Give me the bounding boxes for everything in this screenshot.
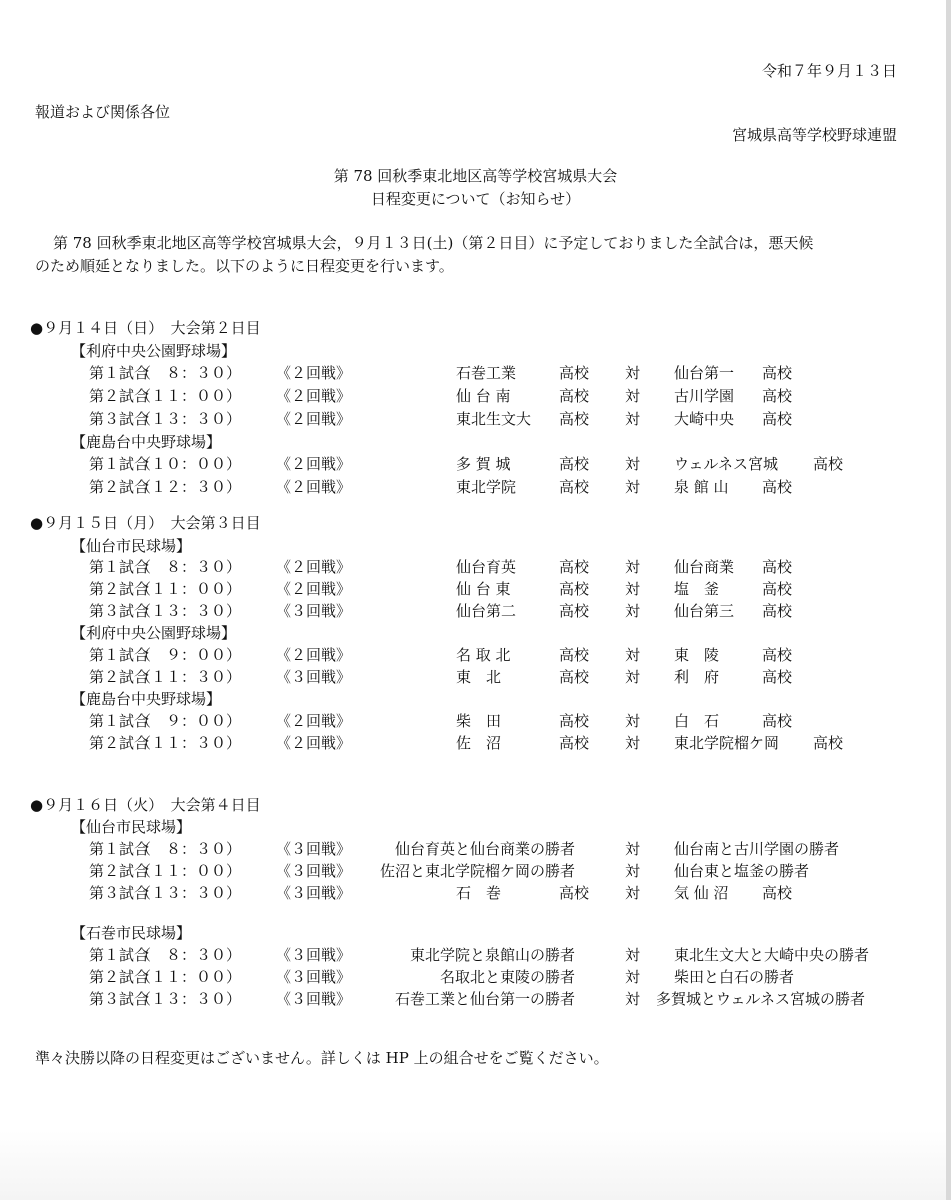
home-school-suffix: 高校: [559, 455, 590, 473]
home-team: 佐 沼: [456, 734, 502, 752]
game-time: （１３：３０）: [136, 990, 242, 1008]
venue-heading: 【仙台市民球場】: [71, 818, 192, 836]
home-school-suffix: 高校: [559, 646, 590, 664]
home-team: 仙台育英と仙台商業の勝者: [394, 840, 575, 858]
home-school-suffix: 高校: [559, 668, 590, 686]
away-team: 仙台第一: [674, 364, 735, 382]
game-number: 第３試合: [89, 410, 150, 428]
versus-label: 対: [625, 946, 641, 964]
versus-label: 対: [625, 580, 641, 598]
home-team: 多 賀 城: [456, 455, 511, 473]
venue-heading: 【鹿島台中央野球場】: [71, 433, 222, 451]
home-school-suffix: 高校: [559, 558, 590, 576]
home-team: 石 巻: [456, 884, 502, 902]
away-team: 東北学院榴ケ岡: [674, 734, 780, 752]
game-row: [0, 408, 951, 428]
versus-label: 対: [625, 455, 641, 473]
game-row: [0, 944, 951, 964]
away-school-suffix: 高校: [813, 734, 844, 752]
game-time: （ ８：３０）: [136, 364, 242, 382]
recipient: 報道および関係各位: [35, 103, 171, 121]
game-round: 《３回戦》: [276, 946, 352, 964]
versus-label: 対: [625, 840, 641, 858]
game-time: （ ８：３０）: [136, 558, 242, 576]
game-row: [0, 860, 951, 880]
home-school-suffix: 高校: [559, 410, 590, 428]
page-right-edge: [946, 0, 951, 1200]
game-number: 第１試合: [89, 646, 150, 664]
home-team: 仙 台 東: [456, 580, 511, 598]
home-team: 仙台第二: [456, 602, 517, 620]
game-round: 《２回戦》: [276, 387, 352, 405]
game-number: 第３試合: [89, 602, 150, 620]
versus-label: 対: [625, 558, 641, 576]
versus-label: 対: [625, 968, 641, 986]
game-round: 《２回戦》: [276, 734, 352, 752]
game-number: 第２試合: [89, 862, 150, 880]
document-title: 第 78 回秋季東北地区高等学校宮城県大会: [333, 167, 618, 185]
game-row: [0, 578, 951, 598]
day-heading: ●９月１６日（火） 大会第４日目: [30, 796, 261, 814]
game-round: 《３回戦》: [276, 884, 352, 902]
away-team: 大崎中央: [674, 410, 735, 428]
game-number: 第１試合: [89, 946, 150, 964]
versus-label: 対: [625, 602, 641, 620]
away-school-suffix: 高校: [762, 558, 793, 576]
game-number: 第１試合: [89, 712, 150, 730]
game-time: （ ８：３０）: [136, 946, 242, 964]
home-team: 仙台育英: [456, 558, 517, 576]
versus-label: 対: [625, 990, 641, 1008]
home-team: 名 取 北: [456, 646, 511, 664]
game-row: [0, 644, 951, 664]
game-row: [0, 838, 951, 858]
away-team: ウェルネス宮城: [674, 455, 778, 473]
versus-label: 対: [625, 646, 641, 664]
venue-heading: 【鹿島台中央野球場】: [71, 690, 222, 708]
away-team: 仙台東と塩釜の勝者: [674, 862, 810, 880]
versus-label: 対: [625, 364, 641, 382]
away-school-suffix: 高校: [762, 410, 793, 428]
versus-label: 対: [625, 387, 641, 405]
away-team: 古川学園: [674, 387, 735, 405]
game-round: 《２回戦》: [276, 455, 352, 473]
game-round: 《２回戦》: [276, 712, 352, 730]
away-school-suffix: 高校: [762, 712, 793, 730]
home-team: 仙 台 南: [456, 387, 511, 405]
versus-label: 対: [625, 734, 641, 752]
game-number: 第１試合: [89, 840, 150, 858]
home-school-suffix: 高校: [559, 580, 590, 598]
home-team: 佐沼と東北学院榴ケ岡の勝者: [379, 862, 575, 880]
game-number: 第２試合: [89, 478, 150, 496]
game-time: （１３：３０）: [136, 410, 242, 428]
home-school-suffix: 高校: [559, 602, 590, 620]
day-heading: ●９月１４日（日） 大会第２日目: [30, 319, 261, 337]
home-school-suffix: 高校: [559, 712, 590, 730]
game-time: （１１：００）: [136, 387, 242, 405]
home-team: 石巻工業: [456, 364, 517, 382]
game-time: （ ９：００）: [136, 646, 242, 664]
away-school-suffix: 高校: [762, 884, 793, 902]
away-team: 仙台南と古川学園の勝者: [674, 840, 840, 858]
away-team: 多賀城とウェルネス宮城の勝者: [656, 990, 865, 1008]
home-school-suffix: 高校: [559, 387, 590, 405]
game-round: 《２回戦》: [276, 364, 352, 382]
game-row: [0, 362, 951, 382]
home-team: 石巻工業と仙台第一の勝者: [394, 990, 575, 1008]
game-round: 《２回戦》: [276, 558, 352, 576]
away-team: 仙台第三: [674, 602, 735, 620]
intro-paragraph-line-1: 第 78 回秋季東北地区高等学校宮城県大会，９月１３日(土)（第２日目）に予定しておりました全試合は，悪天候: [53, 234, 814, 252]
away-team: 塩 釜: [674, 580, 720, 598]
game-round: 《３回戦》: [276, 668, 352, 686]
game-row: [0, 453, 951, 473]
away-team: 白 石: [674, 712, 720, 730]
game-number: 第２試合: [89, 580, 150, 598]
away-school-suffix: 高校: [813, 455, 844, 473]
game-number: 第１試合: [89, 364, 150, 382]
venue-heading: 【利府中央公園野球場】: [71, 342, 237, 360]
home-team: 東北学院と泉館山の勝者: [409, 946, 575, 964]
game-round: 《２回戦》: [276, 478, 352, 496]
away-team: 泉 館 山: [674, 478, 729, 496]
sender-organization: 宮城県高等学校野球連盟: [731, 126, 897, 144]
versus-label: 対: [625, 410, 641, 428]
game-round: 《３回戦》: [276, 862, 352, 880]
game-row: [0, 600, 951, 620]
game-round: 《３回戦》: [276, 968, 352, 986]
game-round: 《２回戦》: [276, 646, 352, 664]
versus-label: 対: [625, 712, 641, 730]
away-school-suffix: 高校: [762, 580, 793, 598]
game-row: [0, 666, 951, 686]
game-number: 第２試合: [89, 734, 150, 752]
game-number: 第２試合: [89, 968, 150, 986]
away-team: 東 陵: [674, 646, 720, 664]
away-school-suffix: 高校: [762, 387, 793, 405]
venue-heading: 【利府中央公園野球場】: [71, 624, 237, 642]
game-row: [0, 966, 951, 986]
game-time: （１１：００）: [136, 968, 242, 986]
game-row: [0, 556, 951, 576]
game-time: （１３：３０）: [136, 602, 242, 620]
away-school-suffix: 高校: [762, 646, 793, 664]
venue-heading: 【仙台市民球場】: [71, 537, 192, 555]
game-time: （１３：３０）: [136, 884, 242, 902]
game-number: 第２試合: [89, 387, 150, 405]
home-team: 柴 田: [456, 712, 502, 730]
day-heading: ●９月１５日（月） 大会第３日目: [30, 514, 261, 532]
game-number: 第３試合: [89, 990, 150, 1008]
away-team: 東北生文大と大崎中央の勝者: [674, 946, 870, 964]
game-row: [0, 988, 951, 1008]
away-team: 利 府: [674, 668, 720, 686]
away-team: 柴田と白石の勝者: [674, 968, 795, 986]
game-round: 《２回戦》: [276, 410, 352, 428]
game-time: （１０：００）: [136, 455, 242, 473]
away-school-suffix: 高校: [762, 364, 793, 382]
home-school-suffix: 高校: [559, 478, 590, 496]
issue-date: 令和７年９月１３日: [761, 62, 897, 80]
versus-label: 対: [625, 478, 641, 496]
game-time: （１１：００）: [136, 580, 242, 598]
game-number: 第３試合: [89, 884, 150, 902]
game-number: 第１試合: [89, 558, 150, 576]
away-team: 仙台商業: [674, 558, 735, 576]
versus-label: 対: [625, 884, 641, 902]
versus-label: 対: [625, 668, 641, 686]
document-subtitle: 日程変更について（お知らせ）: [370, 190, 581, 208]
game-row: [0, 882, 951, 902]
home-school-suffix: 高校: [559, 364, 590, 382]
game-time: （ ８：３０）: [136, 840, 242, 858]
game-row: [0, 476, 951, 496]
footer-note: 準々決勝以降の日程変更はございません。詳しくは HP 上の組合せをご覧ください。: [35, 1049, 609, 1067]
intro-paragraph-line-2: のため順延となりました。以下のように日程変更を行います。: [35, 257, 454, 275]
game-row: [0, 710, 951, 730]
game-time: （１２：３０）: [136, 478, 242, 496]
game-row: [0, 732, 951, 752]
home-team: 東北学院: [456, 478, 517, 496]
game-round: 《３回戦》: [276, 840, 352, 858]
game-time: （１１：００）: [136, 862, 242, 880]
game-round: 《２回戦》: [276, 580, 352, 598]
home-school-suffix: 高校: [559, 884, 590, 902]
home-team: 名取北と東陵の勝者: [439, 968, 575, 986]
game-time: （１１：３０）: [136, 668, 242, 686]
game-row: [0, 385, 951, 405]
home-team: 東 北: [456, 668, 502, 686]
game-number: 第２試合: [89, 668, 150, 686]
game-number: 第１試合: [89, 455, 150, 473]
home-school-suffix: 高校: [559, 734, 590, 752]
away-school-suffix: 高校: [762, 602, 793, 620]
away-school-suffix: 高校: [762, 668, 793, 686]
game-round: 《３回戦》: [276, 602, 352, 620]
game-time: （ ９：００）: [136, 712, 242, 730]
away-team: 気 仙 沼: [674, 884, 729, 902]
home-team: 東北生文大: [456, 410, 532, 428]
away-school-suffix: 高校: [762, 478, 793, 496]
game-round: 《３回戦》: [276, 990, 352, 1008]
versus-label: 対: [625, 862, 641, 880]
page-bottom-shade: [0, 1130, 951, 1200]
game-time: （１１：３０）: [136, 734, 242, 752]
venue-heading: 【石巻市民球場】: [71, 924, 192, 942]
